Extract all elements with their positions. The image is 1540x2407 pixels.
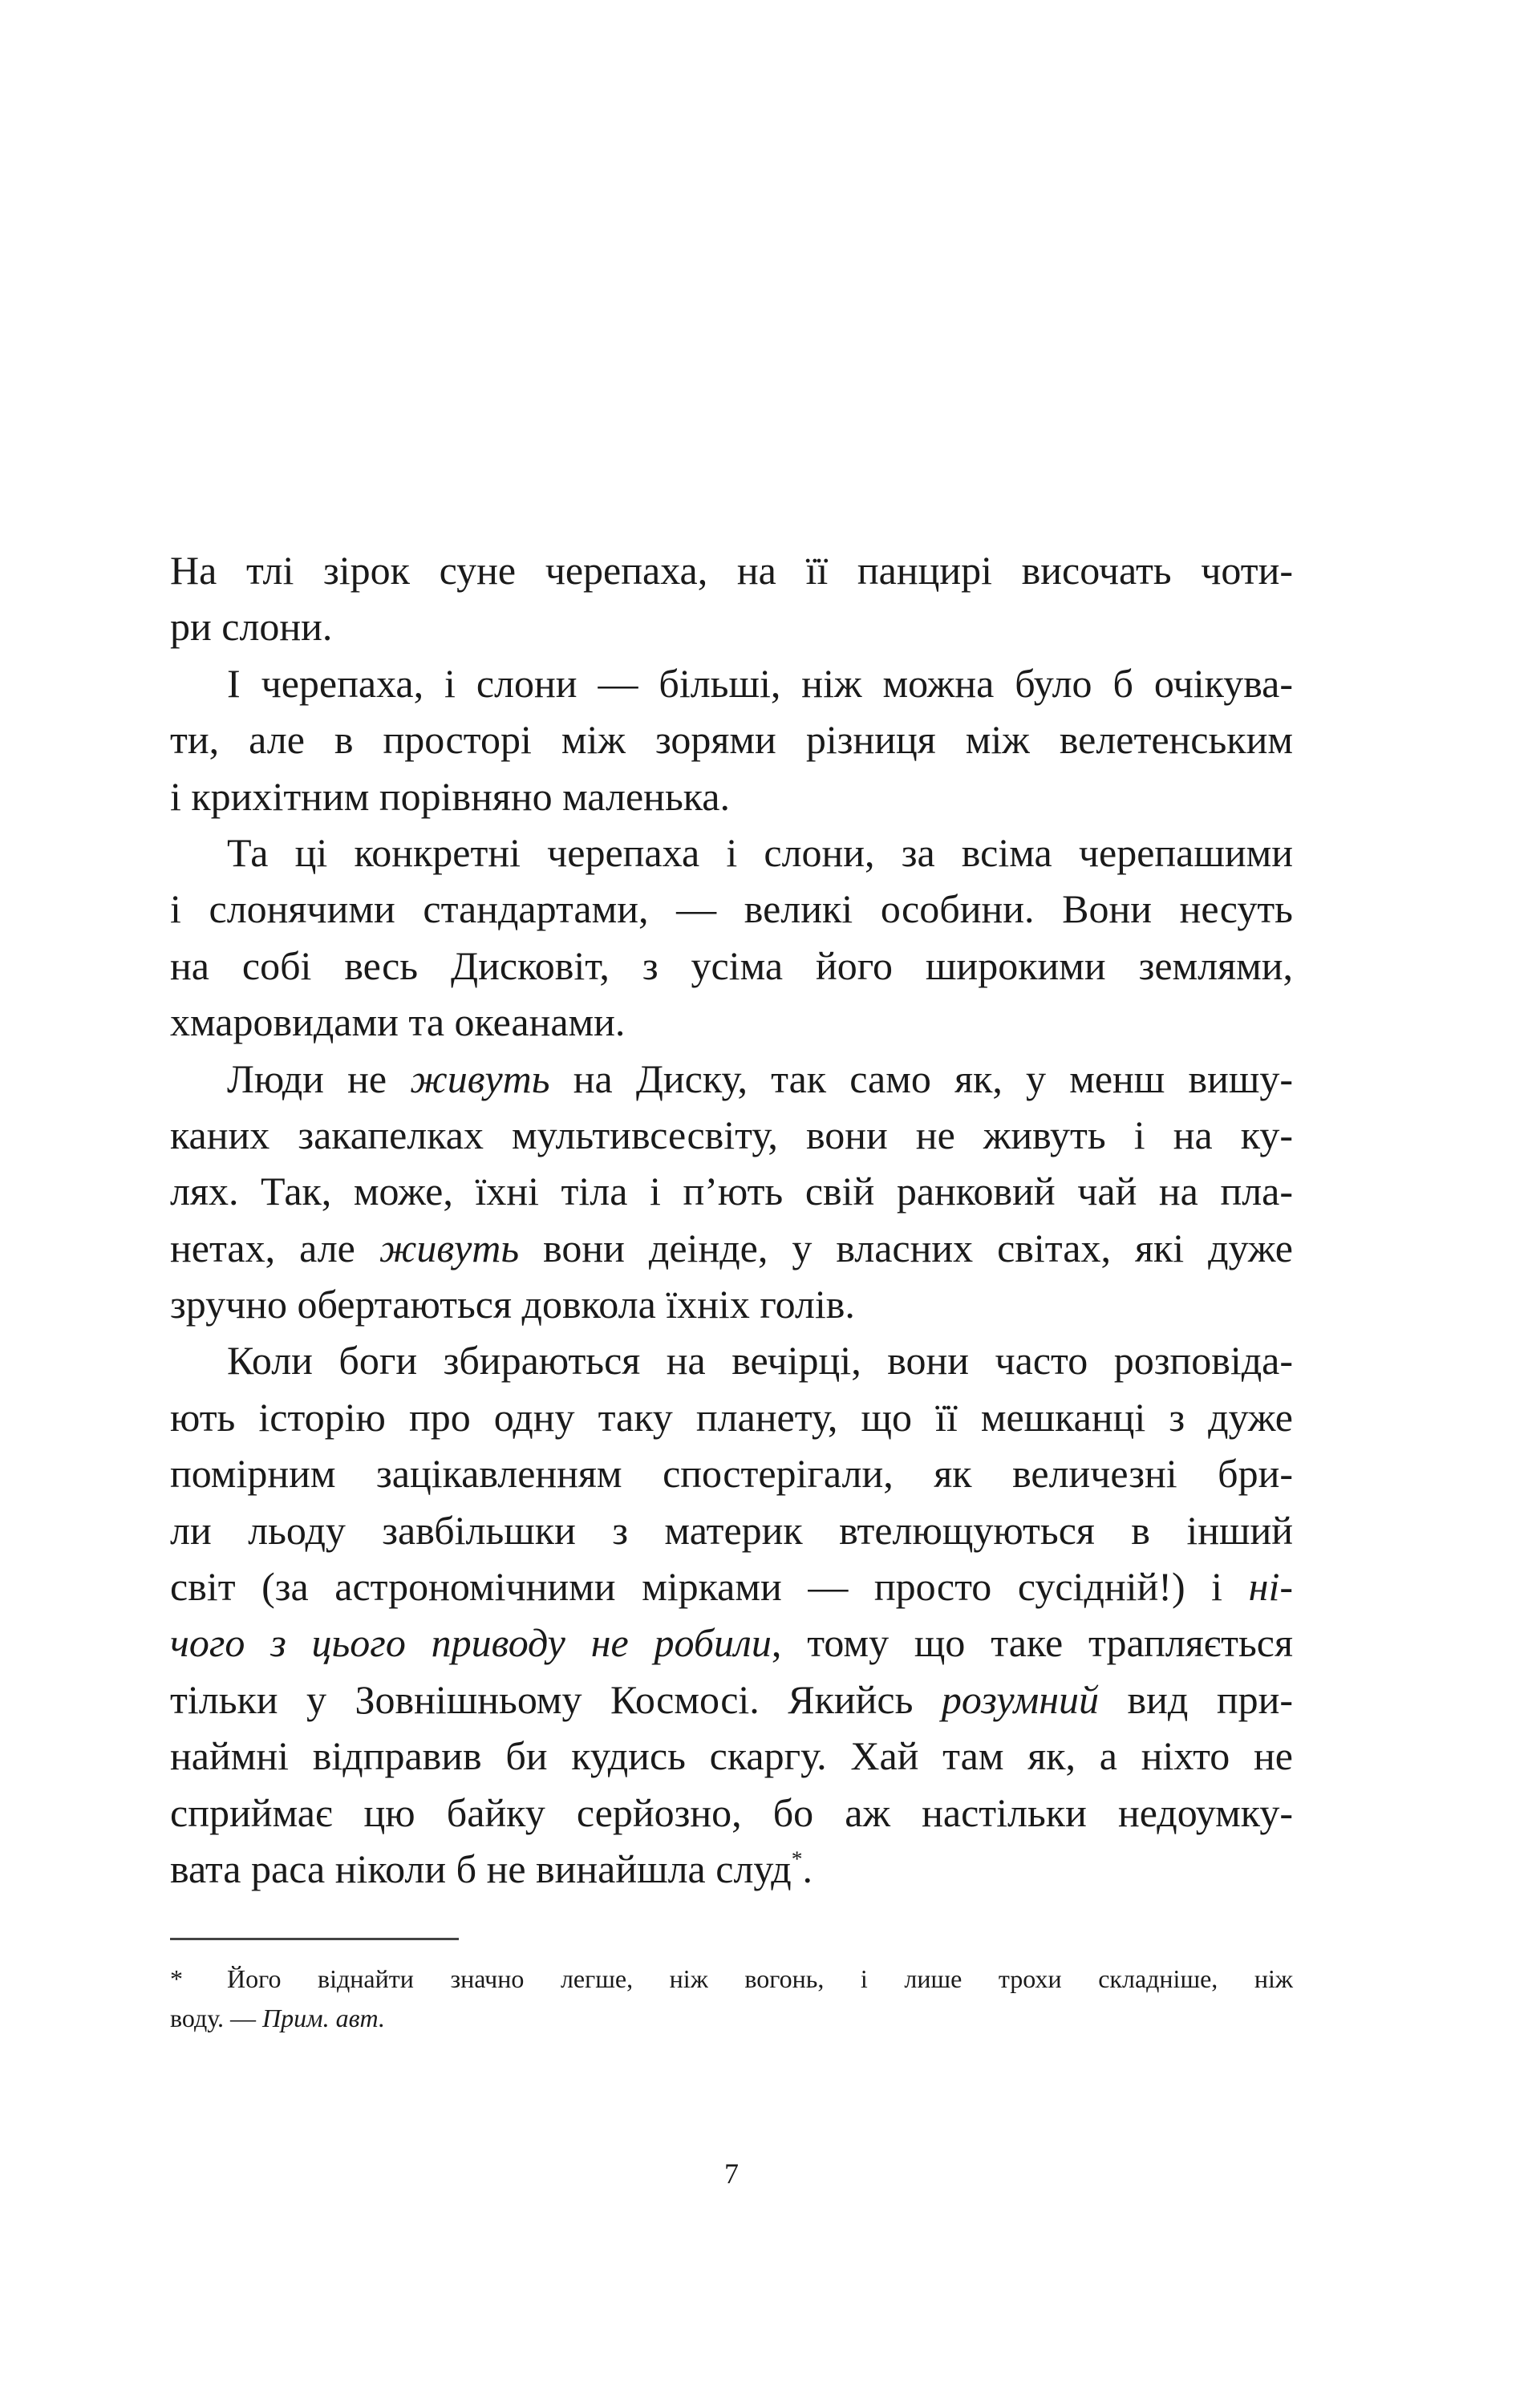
text-line [170, 938, 1293, 994]
text-line [170, 1558, 1293, 1615]
text-line [170, 1389, 1293, 1445]
italic-text: Прим. авт. [262, 2004, 385, 2032]
text-line [170, 1728, 1293, 1784]
text-segment: наймні відправив би кудись скаргу. Хай там як, а ніхто не [170, 1733, 1293, 1779]
text-line [170, 1332, 1293, 1388]
text-line [170, 1841, 1293, 1897]
text-segment: Коли боги збираються на вечірці, вони часто розповіда- [227, 1338, 1293, 1384]
text-line [170, 1276, 1293, 1332]
text-segment: вид при- [1099, 1676, 1293, 1722]
text-segment: і крихітним порівняно маленька. [170, 773, 730, 819]
text-segment: на Диску, так само як, у менш вишу- [549, 1056, 1293, 1101]
text-line [170, 1959, 1293, 1999]
text-line [170, 542, 1293, 598]
text-segment: На тлі зірок суне черепаха, на її панцирі височать чоти- [170, 548, 1293, 593]
footnote-marker: * [170, 1964, 183, 1993]
text-line [170, 825, 1293, 881]
text-segment: ти, але в просторі між зорями різниця між велетенським [170, 717, 1293, 763]
footnote [170, 1959, 1293, 2038]
text-segment: ри слони. [170, 604, 333, 650]
text-segment: вони деінде, у власних світах, які дуже [519, 1225, 1293, 1270]
text-line [170, 1163, 1293, 1219]
footnote-reference: * [791, 1846, 803, 1871]
text-line [170, 1502, 1293, 1558]
text-segment: ють історію про одну таку планету, що її мешканці з дуже [170, 1394, 1293, 1440]
italic-text: ні- [1248, 1564, 1293, 1610]
footnote-divider [170, 1938, 459, 1940]
text-segment: зручно обертаються довкола їхніх голів. [170, 1282, 855, 1327]
text-line [170, 1107, 1293, 1163]
text-line [170, 994, 1293, 1050]
text-segment: Та ці конкретні черепаха і слони, за всіма черепашими [227, 829, 1293, 875]
text-line [170, 598, 1293, 654]
text-segment: І черепаха, і слони — більші, ніж можна було б очікува- [227, 660, 1293, 706]
text-line [170, 1445, 1293, 1501]
text-segment: . [802, 1846, 813, 1891]
text-segment: Люди не [227, 1056, 411, 1101]
text-segment: лях. Так, може, їхні тіла і п’ють свій ранковий чай на пла- [170, 1169, 1293, 1214]
text-segment: , тому що таке трапляється [771, 1620, 1293, 1666]
text-line [170, 711, 1293, 768]
italic-text: чого з цього приводу не робили [170, 1620, 772, 1666]
text-line [170, 1999, 1293, 2038]
text-segment: вата раса ніколи б не винайшла слуд [170, 1846, 792, 1891]
text-line [170, 1615, 1293, 1671]
text-segment: сприймає цю байку серйозно, бо аж настільки недоумку- [170, 1789, 1293, 1835]
text-segment: хмаровидами та океанами. [170, 999, 626, 1045]
text-line [170, 655, 1293, 711]
body-text [170, 542, 1293, 1897]
italic-text: живуть [410, 1056, 550, 1101]
text-segment: тільки у Зовнішньому Космосі. Якийсь [170, 1676, 942, 1722]
text-segment: і слонячими стандартами, — великі особини. Вони несуть [170, 886, 1293, 932]
page-number: 7 [724, 2158, 739, 2190]
italic-text: розумний [941, 1676, 1100, 1722]
text-segment: Його віднайти значно легше, ніж вогонь, і лише трохи складніше, ніж [227, 1964, 1293, 1993]
text-segment: воду. — [170, 2004, 263, 2032]
text-line [170, 1051, 1293, 1107]
text-line [170, 1672, 1293, 1728]
text-segment: світ (за астрономічними мірками — просто сусідній!) і [170, 1564, 1249, 1610]
text-segment: каних закапелках мультивсесвіту, вони не живуть і на ку- [170, 1112, 1293, 1157]
text-line [170, 881, 1293, 937]
text-segment: помірним зацікавленням спостерігали, як величезні бри- [170, 1451, 1293, 1497]
text-line [170, 768, 1293, 825]
text-line [170, 1785, 1293, 1841]
text-line [170, 1220, 1293, 1276]
text-segment: ли льоду завбільшки з материк втелющуються в інший [170, 1507, 1293, 1553]
italic-text: живуть [379, 1225, 520, 1270]
text-segment: на собі весь Дисковіт, з усіма його широкими землями, [170, 942, 1293, 988]
text-segment: нетах, але [170, 1225, 379, 1270]
